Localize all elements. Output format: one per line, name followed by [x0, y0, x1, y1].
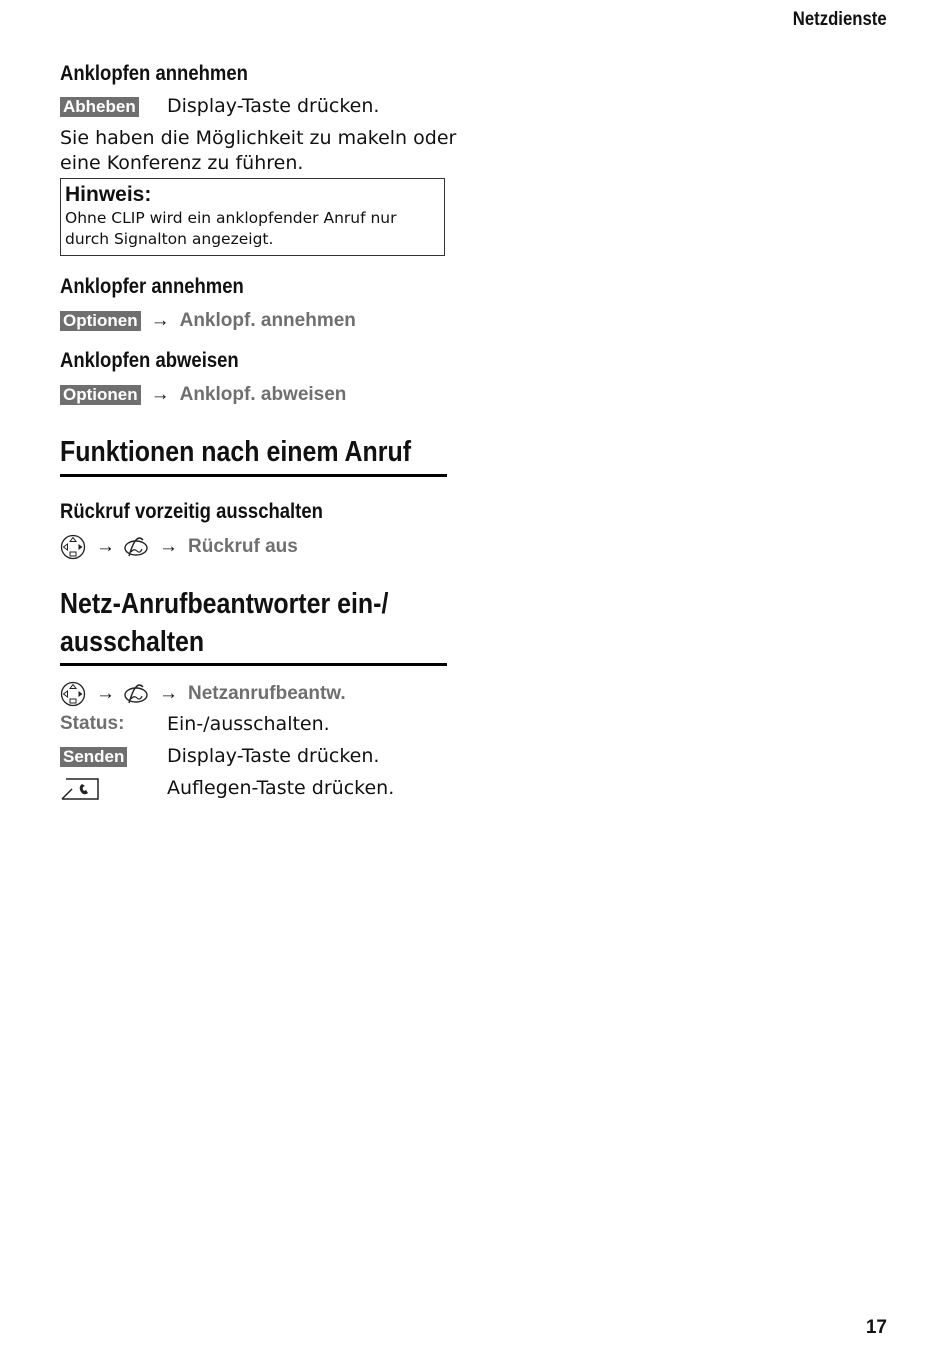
heading-rule — [60, 663, 447, 666]
softkey-optionen: Optionen — [60, 385, 141, 405]
control-key-icon — [60, 681, 86, 707]
softkey-optionen: Optionen — [60, 311, 141, 331]
arrow-icon: → — [96, 683, 115, 704]
arrow-icon: → — [159, 536, 178, 557]
menu-path-row — [60, 534, 298, 560]
network-services-icon — [123, 681, 149, 707]
section-title-rueckruf: Rückruf vorzeitig ausschalten — [60, 500, 323, 523]
key-row-abheben — [60, 97, 139, 117]
network-services-icon — [123, 534, 149, 560]
running-head: Netzdienste — [793, 9, 887, 30]
page-number: 17 — [865, 1317, 887, 1338]
menu-item: Anklopf. annehmen — [179, 310, 356, 331]
section-title-anklopfen-abweisen: Anklopfen abweisen — [60, 349, 239, 372]
end-call-key-icon — [60, 777, 100, 801]
menu-path-row — [60, 310, 356, 332]
menu-item: Anklopf. abweisen — [179, 384, 347, 405]
arrow-icon: → — [150, 384, 170, 405]
arrow-icon: → — [159, 683, 178, 704]
note-title: Hinweis: — [65, 183, 152, 206]
heading-rule — [60, 474, 447, 477]
chapter-heading-netz-anrufbeantworter — [60, 585, 388, 661]
menu-path-row — [60, 384, 346, 406]
section-title-anklopfer-annehmen: Anklopfer annehmen — [60, 275, 244, 298]
control-key-icon — [60, 534, 86, 560]
status-label: Status: — [60, 713, 125, 734]
instruction-text: Display-Taste drücken. — [167, 95, 380, 117]
paragraph: Sie haben die Möglichkeit zu makeln oder eine Konferenz zu führen. — [60, 127, 457, 174]
instruction-text: Display-Taste drücken. — [167, 745, 380, 767]
note-text: Ohne CLIP wird ein anklopfender Anruf nur durch Signalton angezeigt. — [65, 209, 397, 248]
softkey-abheben: Abheben — [60, 97, 139, 117]
note-box — [60, 178, 445, 256]
instruction-text: Auflegen-Taste drücken. — [167, 777, 395, 799]
heading-line-2: ausschalten — [60, 626, 205, 658]
instruction-text: Ein-/ausschalten. — [167, 713, 330, 735]
key-row-senden — [60, 747, 127, 767]
arrow-icon: → — [96, 536, 115, 557]
section-title-anklopfen-annehmen: Anklopfen annehmen — [60, 62, 248, 85]
arrow-icon: → — [150, 310, 170, 331]
menu-item: Netzanrufbeantw. — [188, 683, 346, 704]
softkey-senden: Senden — [60, 747, 127, 767]
menu-item: Rückruf aus — [188, 536, 298, 557]
chapter-heading-funktionen: Funktionen nach einem Anruf — [60, 436, 412, 468]
menu-path-row — [60, 681, 346, 707]
heading-line-1: Netz-Anrufbeantworter ein-/ — [60, 588, 389, 620]
